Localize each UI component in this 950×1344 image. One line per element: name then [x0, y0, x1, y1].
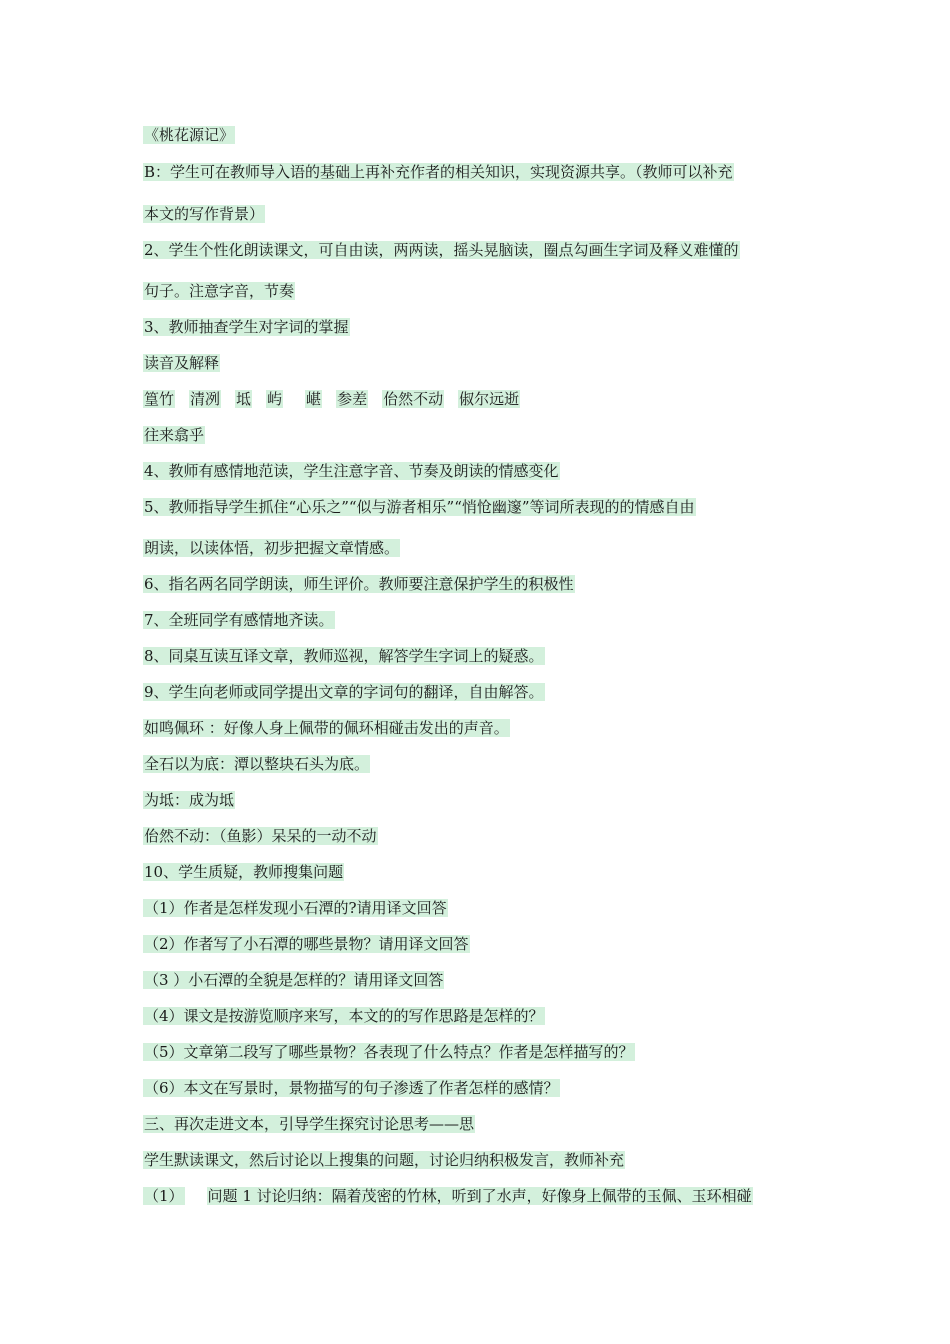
doc-line: 本文的写作背景） [144, 205, 265, 223]
doc-line: 7、全班同学有感情地齐读。 [144, 611, 334, 629]
doc-line: 4、教师有感情地范读，学生注意字音、节奏及朗读的情感变化 [144, 462, 559, 480]
doc-line: B：学生可在教师导入语的基础上再补充作者的相关知识，实现资源共享。（教师可以补充 [144, 163, 733, 181]
vocab-line [143, 390, 520, 409]
doc-line: 全石以为底：潭以整块石头为底。 [144, 755, 370, 773]
item-text: 问题 1 讨论归纳：隔着茂密的竹林，听到了水声，好像身上佩带的玉佩、玉环相碰 [207, 1187, 752, 1205]
doc-line: （6）本文在写景时，景物描写的句子渗透了作者怎样的感情？ [144, 1079, 559, 1097]
vocab-word: 嵁 [306, 390, 322, 408]
vocab-word: 俶尔远逝 [459, 390, 520, 408]
doc-line: 佁然不动：（鱼影）呆呆的一动不动 [144, 827, 377, 845]
vocab-word: 参差 [337, 390, 368, 408]
doc-line: 为坻：成为坻 [144, 791, 235, 809]
doc-line: 三、再次走进文本，引导学生探究讨论思考——思 [144, 1115, 475, 1133]
item-number: （1） [144, 1187, 184, 1205]
doc-line: 《桃花源记》 [144, 126, 235, 144]
doc-line: 句子。注意字音，节奏 [144, 282, 295, 300]
doc-line: 如鸣佩环 ：好像人身上佩带的佩环相碰击发出的声音。 [144, 719, 509, 737]
doc-line: （4）课文是按游览顺序来写，本文的的写作思路是怎样的？ [144, 1007, 544, 1025]
vocab-word: 屿 [267, 390, 283, 408]
doc-line: 读音及解释 [144, 354, 220, 372]
doc-line: （3 ）小石潭的全貌是怎样的？请用译文回答 [144, 971, 444, 989]
vocab-word: 篁竹 [144, 390, 175, 408]
doc-line: （1）作者是怎样发现小石潭的?请用译文回答 [144, 899, 447, 917]
doc-line: 3、教师抽查学生对字词的掌握 [144, 318, 349, 336]
doc-line: 2、学生个性化朗读课文，可自由读，两两读，摇头晃脑读，圈点勾画生字词及释义难懂的 [144, 241, 739, 259]
doc-line: 10、学生质疑，教师搜集问题 [144, 863, 344, 881]
doc-line: 9、学生向老师或同学提出文章的字词句的翻译，自由解答。 [144, 683, 544, 701]
doc-line: 朗读，以读体悟，初步把握文章情感。 [144, 539, 400, 557]
doc-line: 往来翕乎 [144, 426, 205, 444]
vocab-word: 清冽 [190, 390, 221, 408]
doc-line: 8、同桌互读互译文章，教师巡视，解答学生字词上的疑惑。 [144, 647, 544, 665]
doc-line: 学生默读课文，然后讨论以上搜集的问题，讨论归纳积极发言，教师补充 [144, 1151, 625, 1169]
doc-line: 6、指名两名同学朗读，师生评价。教师要注意保护学生的积极性 [144, 575, 574, 593]
vocab-word: 坻 [236, 390, 252, 408]
doc-line: 5、教师指导学生抓住“心乐之”“似与游者相乐”“悄怆幽邃”等词所表现的的情感自由 [144, 498, 695, 516]
vocab-word: 佁然不动 [383, 390, 444, 408]
doc-line: （5）文章第二段写了哪些景物？各表现了什么特点？作者是怎样描写的？ [144, 1043, 634, 1061]
doc-line-numbered [143, 1187, 753, 1206]
doc-line: （2）作者写了小石潭的哪些景物？请用译文回答 [144, 935, 469, 953]
